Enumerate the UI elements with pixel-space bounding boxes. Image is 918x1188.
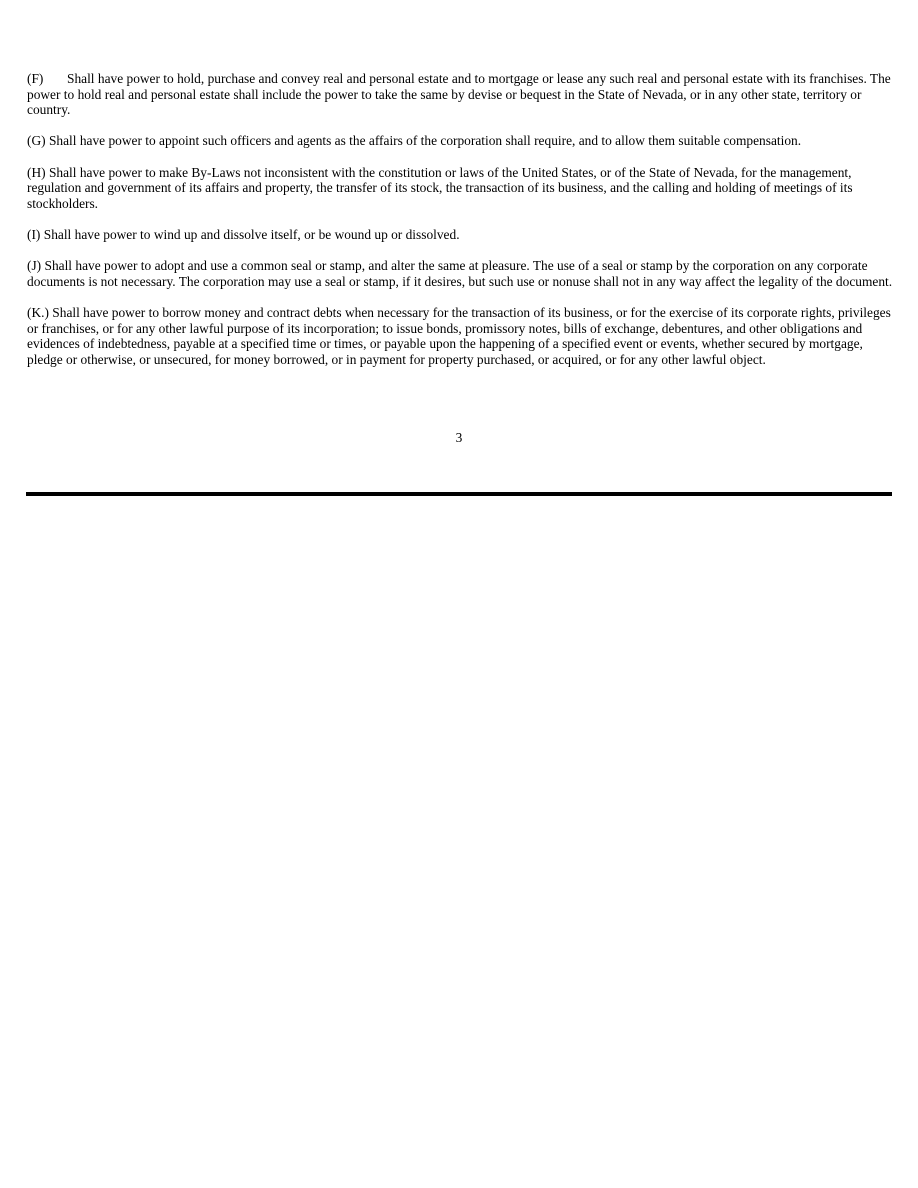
paragraph-label: (G) — [27, 133, 46, 149]
paragraph-label: (F) — [27, 71, 44, 86]
paragraph-g — [27, 133, 893, 149]
paragraph-label: (H) — [27, 164, 46, 180]
paragraph-text: Shall have power to adopt and use a common seal or stamp, and alter the same at pleasure. The use of a seal or stamp by the corporation on any corporate documents is not necessary. The corporation may use a seal or stamp, if it desires, but such use or nonuse shall not in any way affect the legality of the document. — [27, 258, 893, 289]
document-body — [27, 71, 893, 383]
paragraph-j — [27, 258, 893, 289]
page-number: 3 — [455, 430, 463, 445]
paragraph-text: Shall have power to make By-Laws not inconsistent with the constitution or laws of the United States, or of the State of Nevada, for the management, regulation and government of its affairs and property, the transfer of its stock, the transaction of its business, and the calling and holding of meetings of its stockholders. — [27, 164, 853, 211]
paragraph-i — [27, 227, 893, 243]
page-divider — [26, 492, 892, 496]
paragraph-text: Shall have power to appoint such officers and agents as the affairs of the corporation shall require, and to allow them suitable compensation. — [48, 133, 802, 149]
paragraph-h — [27, 165, 893, 212]
paragraph-label: (K.) — [27, 304, 49, 320]
paragraph-label: (J) — [27, 258, 42, 274]
paragraph-text: Shall have power to wind up and dissolve itself, or be wound up or dissolved. — [43, 226, 460, 242]
paragraph-label: (I) — [27, 226, 41, 242]
paragraph-text: Shall have power to hold, purchase and convey real and personal estate and to mortgage or lease any such real and personal estate with its franchises. The power to hold real and personal estate shall include the power to take the same by devise or bequest in the State of Nevada, or in any other state, territory or country. — [27, 71, 891, 118]
paragraph-f — [27, 71, 893, 118]
paragraph-text: Shall have power to borrow money and contract debts when necessary for the transaction of its business, or for the exercise of its corporate rights, privileges or franchises, or for any other lawful purpose of its incorporation; to issue bonds, promissory notes, bills of exchange, debentures, and other obligations and evidences of indebtedness, payable at a specified time or times, or payable upon the happening of a specified event or events, whether secured by mortgage, pledge or otherwise, or unsecured, for money borrowed, or in payment for property purchased, or acquired, or for any other lawful object. — [27, 304, 891, 367]
paragraph-k — [27, 305, 893, 367]
